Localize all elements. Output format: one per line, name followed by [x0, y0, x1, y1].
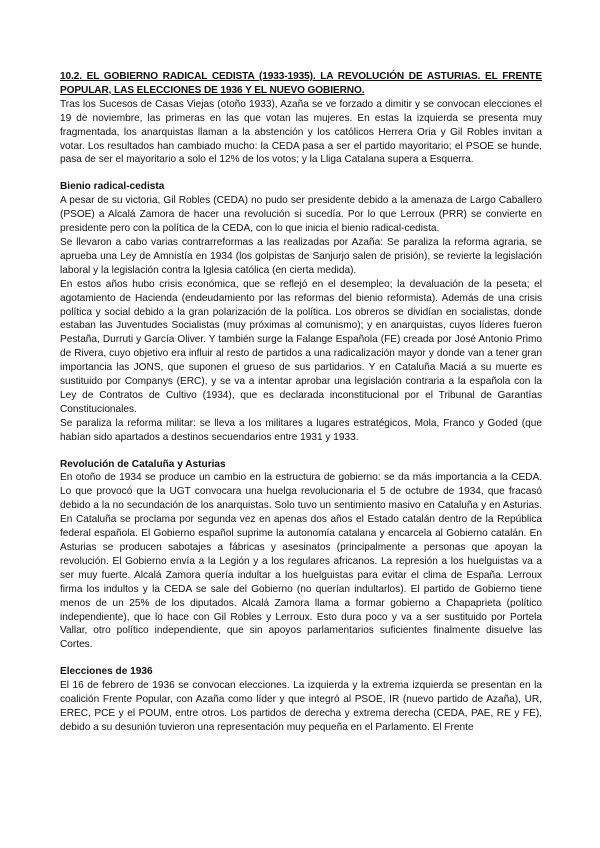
intro-paragraph: Tras los Sucesos de Casas Viejas (otoño 1933), Azaña se ve forzado a dimitir y se convocan elecciones el 19 de noviembre, las primeras en las que votan las mujeres. En estas la izquierda se presenta muy fragmentada, los anarquistas llaman a la abstención y los católicos Herrera Oria y Gil Robles invitan a votar. Los resultados han cambiado mucho: la CEDA pasa a ser el partido mayoritario; el PSOE se hunde, pasa de ser el mayoritario a solo el 12% de los votos; y la Lliga Catalana supera a Esquerra.	[60, 98, 542, 166]
document-page	[60, 70, 542, 735]
document-title: 10.2. EL GOBIERNO RADICAL CEDISTA (1933-1935). LA REVOLUCIÓN DE ASTURIAS. EL FRENTE POPULAR, LAS ELECCIONES DE 1936 Y EL NUEVO GOBIERNO.	[60, 71, 542, 96]
section-heading-bienio: Bienio radical-cedista	[60, 181, 165, 193]
section-heading-elecciones: Elecciones de 1936	[60, 666, 153, 678]
paragraph: El 16 de febrero de 1936 se convocan elecciones. La izquierda y la extrema izquierda se presentan en la coalición Frente Popular, con Azaña como líder y que integró al PSOE, IR (nuevo partido de Azaña), UR, EREC, PCE y el POUM, entre otros. Los partidos de derecha y extrema derecha (CEDA, PAE, RE y FE), debido a su desunión tuvieron una representación muy pequeña en el Parlamento. El Frente	[60, 680, 542, 733]
paragraph: A pesar de su victoria, Gil Robles (CEDA) no pudo ser presidente debido a la amenaza de Largo Caballero (PSOE) a Alcalá Zamora de hacer una revolución si sucedía. Por lo que Lerroux (PRR) se convierte en presidente pero con la política de la CEDA, con lo que inicia el bienio radical-cedista.	[60, 195, 542, 235]
section-heading-revolucion: Revolución de Cataluña y Asturias	[60, 458, 226, 470]
paragraph: Se llevaron a cabo varias contrarreformas a las realizadas por Azaña: Se paraliza la reforma agraria, se aprueba una Ley de Amnistía en 1934 (los golpistas de Sanjurjo salen de prisión), se revierte la legislación laboral y la legislación contra la Iglesia católica (en cierta medida).	[60, 236, 542, 276]
paragraph: En estos años hubo crisis económica, que se reflejó en el desempleo; la devaluación de la peseta; el agotamiento de Hacienda (endeudamiento por las reformas del bienio reformista). Además de una crisis política y social debido a la gran polarización de la política. Los obreros se dividían en socialistas, donde estaban las Juventudes Socialistas (muy próximas al comunismo); y en anarquistas, cuyos líderes fueron Pestaña, Durruti y García Oliver. Y también surge la Falange Española (FE) creada por José Antonio Primo de Rivera, cuyo objetivo era influir al resto de partidos a una radicalización mayor y donde van a tener gran importancia las JONS, que suponen el grueso de sus partidarios. Y en Cataluña Maciá a su muerte es sustituido por Companys (ERC), y se va a intentar aprobar una legislación contraria a la española con la Ley de Contratos de Cultivo (1934), que es declarada inconstitucional por el Tribunal de Garantías Constitucionales.	[60, 278, 542, 415]
paragraph: Se paraliza la reforma militar: se lleva a los militares a lugares estratégicos, Mola, Franco y Goded (que habían sido apartados a destinos secuendarios entre 1931 y 1933.	[60, 417, 542, 443]
paragraph: En otoño de 1934 se produce un cambio en la estructura de gobierno: se da más importancia a la CEDA. Lo que provocó que la UGT convocara una huelga revolucionaria el 5 de octubre de 1934, que fracasó debido a la no secundación de los anarquistas. Solo tuvo un sentimiento masivo en Cataluña y en Asturias. En Cataluña se proclama por segunda vez en apenas dos años el Estado catalán dentro de la República federal española. El Gobierno español suprime la autonomía catalana y encarcela al Gobierno catalán. En Asturias se producen sabotajes a fábricas y asesinatos (principalmente a personas que apoyan la revolución. El Gobierno envía a la Legión y a los regulares africanos. La represión a los huelguistas va a ser muy fuerte. Alcalá Zamora quería indultar a los huelguistas para evitar el clima de España. Lerroux firma los indultos y la CEDA se sale del Gobierno (no querían indultarlos). El partido de Gobierno tiene menos de un 25% de los diputados. Alcalá Zamora llama a formar gobierno a Chapaprieta (político independiente), que lo hace con Gil Robles y Lerroux. Esto dura poco y va a ser sustituido por Portela Vallar, otro político independiente, que sin apoyos parlamentarios suficientes finalmente disuelve las Cortes.	[60, 472, 542, 651]
